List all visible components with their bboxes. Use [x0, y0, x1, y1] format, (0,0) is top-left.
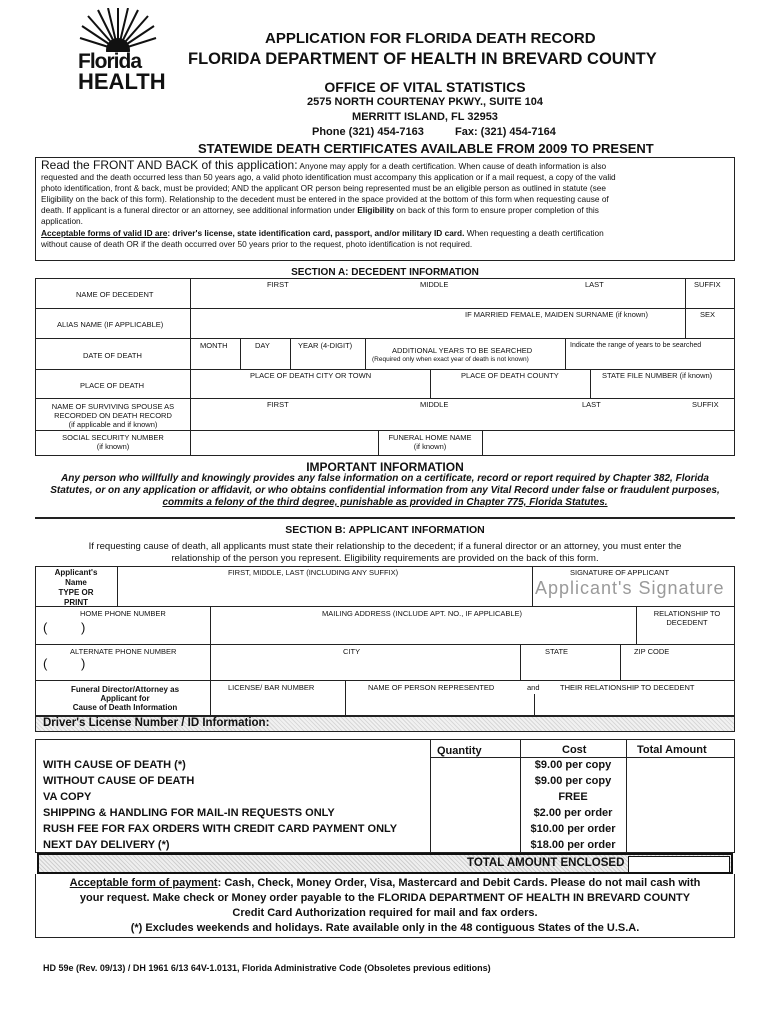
- fee-total-field[interactable]: [627, 758, 734, 773]
- funeral-home-label: FUNERAL HOME NAME (if known): [388, 433, 472, 451]
- alt-phone-paren-close: ): [81, 656, 86, 671]
- alias-field[interactable]: [191, 320, 681, 337]
- intro-text: Read the FRONT AND BACK of this application: Anyone may apply for a death certification. When cause of death information is also requested and the death occurred less than 50 years ago, a valid photo identification must accompany this application or if a mail request, a copy of the valid photo identification, front & back, must be provided; AND the applicant OR person being represented must be an eligible person as outlined in statute (see Eligibility on the back of this form). Relationship to the decedent must be entered in the space provided at the bottom of this form when requesting cause of death. If applicant is a funeral director or an attorney, see additional information under Eligibility on back of this form to ensure proper completion of this application. Acceptable forms of valid ID are: driver's license, state identification card, passport, and/or military ID card. When requesting a death certification without cause of death OR if the death occurred over 50 years prior to the request, photo identification is not required.: [41, 158, 616, 249]
- office-title: OFFICE OF VITAL STATISTICS: [324, 79, 526, 95]
- state-file-field[interactable]: [591, 381, 734, 397]
- decedent-suffix-field[interactable]: [686, 290, 734, 307]
- dl-info-label: Driver's License Number / ID Information:: [43, 717, 270, 729]
- state-field[interactable]: [521, 656, 618, 678]
- sex-label: SEX: [700, 310, 716, 319]
- zip-field[interactable]: [621, 656, 734, 678]
- alt-phone-field[interactable]: [90, 656, 208, 678]
- fee-item-label: RUSH FEE FOR FAX ORDERS WITH CREDIT CARD PAYMENT ONLY: [43, 823, 398, 835]
- form-title-2: FLORIDA DEPARTMENT OF HEALTH IN BREVARD COUNTY: [188, 50, 657, 68]
- fee-item-label: NEXT DAY DELIVERY (*): [43, 839, 170, 851]
- fee-item-label: WITH CAUSE OF DEATH (*): [43, 759, 186, 771]
- address-2: MERRITT ISLAND, FL 32953: [352, 111, 498, 123]
- person-represented-field[interactable]: [346, 693, 532, 715]
- sex-field[interactable]: [686, 320, 734, 337]
- fee-quantity-field[interactable]: [431, 790, 519, 805]
- signature-label: SIGNATURE OF APPLICANT: [570, 568, 670, 577]
- address-1: 2575 NORTH COURTENAY PKWY., SUITE 104: [307, 96, 543, 108]
- sunburst-icon: [78, 8, 158, 52]
- decedent-first-field[interactable]: [191, 290, 371, 307]
- alias-label: ALIAS NAME (IF APPLICABLE): [57, 320, 164, 329]
- fee-quantity-field[interactable]: [431, 806, 519, 821]
- date-of-death-label: DATE OF DEATH: [83, 351, 142, 360]
- important-text: Any person who willfully and knowingly provides any false information on a certificate, record or report required by Chapter 382, Florida Statutes, or on any application or affidavit, or who obtains confidential information from any Vital Record under false or fraudulent purposes, commits a felony of the third degree, punishable as provided in Chapter 775, Florida Statutes.: [50, 473, 720, 508]
- home-phone-paren-close: ): [81, 620, 86, 635]
- relationship-label: RELATIONSHIP TO DECEDENT: [653, 609, 721, 627]
- decedent-middle-field[interactable]: [380, 290, 530, 307]
- range-note: Indicate the range of years to be searched: [570, 342, 702, 349]
- license-field[interactable]: [211, 693, 344, 715]
- fees-header-cost: Cost: [562, 744, 587, 756]
- fee-total-field[interactable]: [627, 838, 734, 853]
- spouse-name-field[interactable]: [191, 410, 734, 429]
- name-of-decedent-label: NAME OF DECEDENT: [76, 290, 154, 299]
- place-of-death-label: PLACE OF DEATH: [80, 381, 145, 390]
- home-phone-paren-open: (: [43, 620, 48, 635]
- fee-quantity-field[interactable]: [431, 822, 519, 837]
- alt-phone-label: ALTERNATE PHONE NUMBER: [70, 647, 177, 656]
- total-enclosed-label: TOTAL AMOUNT ENCLOSED: [467, 857, 625, 869]
- fee-total-field[interactable]: [627, 774, 734, 789]
- fee-total-field[interactable]: [627, 822, 734, 837]
- city-label: CITY: [343, 647, 361, 656]
- phone: Phone (321) 454-7163: [312, 126, 424, 138]
- fee-cost-label: $18.00 per order: [530, 839, 616, 851]
- applicant-signature-field[interactable]: Applicant's Signature: [535, 578, 725, 598]
- fee-cost-label: $10.00 per order: [530, 823, 616, 835]
- place-county-label: PLACE OF DEATH COUNTY: [461, 371, 559, 380]
- fee-cost-label: FREE: [558, 791, 588, 803]
- years-range-field[interactable]: [566, 351, 734, 368]
- mailing-address-field[interactable]: [211, 620, 634, 642]
- funeral-home-field[interactable]: [483, 432, 733, 454]
- dl-info-field[interactable]: [275, 717, 730, 731]
- fee-item-label: SHIPPING & HANDLING FOR MAIL-IN REQUESTS ONLY: [43, 807, 335, 819]
- middle-label: MIDDLE: [420, 280, 449, 289]
- additional-years-note: (Required only when exact year of death is not known): [372, 356, 529, 363]
- suffix-label: SUFFIX: [694, 280, 721, 289]
- state-file-label: STATE FILE NUMBER (if known): [602, 371, 713, 380]
- important-title: IMPORTANT INFORMATION: [306, 460, 464, 474]
- spouse-last-label: LAST: [582, 400, 601, 409]
- their-relationship-field[interactable]: [536, 693, 734, 715]
- first-label: FIRST: [267, 280, 289, 289]
- fees-header-total: Total Amount: [637, 744, 707, 756]
- fee-quantity-field[interactable]: [431, 774, 519, 789]
- fee-total-field[interactable]: [627, 806, 734, 821]
- logo-text-health: HEALTH: [78, 69, 166, 94]
- spouse-middle-label: MIDDLE: [420, 400, 449, 409]
- section-b-title: SECTION B: APPLICANT INFORMATION: [285, 524, 485, 536]
- fee-quantity-field[interactable]: [431, 838, 519, 853]
- spouse-suffix-label: SUFFIX: [692, 400, 719, 409]
- intro-lead: Read the FRONT AND BACK of this application:: [41, 158, 298, 172]
- city-field[interactable]: [211, 656, 518, 678]
- year-label: YEAR (4-DIGIT): [298, 341, 353, 350]
- fee-quantity-field[interactable]: [431, 758, 519, 773]
- month-label: MONTH: [200, 341, 228, 350]
- fee-item-label: WITHOUT CAUSE OF DEATH: [43, 775, 195, 787]
- day-label: DAY: [255, 341, 270, 350]
- place-city-label: PLACE OF DEATH CITY OR TOWN: [250, 371, 372, 380]
- zip-label: ZIP CODE: [634, 647, 670, 656]
- fee-cost-label: $9.00 per copy: [534, 775, 612, 787]
- available-years: STATEWIDE DEATH CERTIFICATES AVAILABLE FROM 2009 TO PRESENT: [198, 141, 654, 156]
- person-represented-label: NAME OF PERSON REPRESENTED: [368, 683, 495, 692]
- decedent-last-field[interactable]: [540, 290, 680, 307]
- spouse-label: NAME OF SURVIVING SPOUSE AS RECORDED ON DEATH RECORD (if applicable and if known): [51, 402, 175, 429]
- payment-text: Acceptable form of payment: Cash, Check, Money Order, Visa, Mastercard and Debit Cards. Please do not mail cash with your request. Make check or Money order payable to the FLORIDA DEPARTMENT OF HEALTH IN BREVARD COUNTY Credit Card Authorization required for mail and fax orders. (*) Excludes weekends and holidays. Rate available only in the 48 contiguous States of the U.S.A.: [69, 877, 701, 934]
- ssn-label: SOCIAL SECURITY NUMBER (if known): [62, 433, 164, 451]
- name-fields-label: FIRST, MIDDLE, LAST (INCLUDING ANY SUFFIX): [228, 568, 399, 577]
- place-county-field[interactable]: [431, 381, 587, 397]
- form-title-1: APPLICATION FOR FLORIDA DEATH RECORD: [265, 30, 596, 47]
- state-label: STATE: [545, 647, 569, 656]
- death-day-field[interactable]: [241, 351, 289, 368]
- logo-text-florida: Florida: [78, 50, 142, 73]
- applicant-name-label: Applicant's Name TYPE OR PRINT: [54, 568, 98, 607]
- relationship-field[interactable]: [637, 630, 734, 643]
- form-id: HD 59e (Rev. 09/13) / DH 1961 6/13 64V-1.0131, Florida Administrative Code (Obsoletes previous editions): [43, 963, 491, 973]
- applicant-name-field[interactable]: [118, 578, 530, 605]
- their-relationship-label: THEIR RELATIONSHIP TO DECEDENT: [560, 683, 695, 692]
- home-phone-label: HOME PHONE NUMBER: [80, 609, 166, 618]
- home-phone-field[interactable]: [90, 620, 208, 642]
- funeral-director-label: Funeral Director/Attorney as Applicant for Cause of Death Information: [70, 685, 180, 712]
- license-label: LICENSE/ BAR NUMBER: [228, 683, 315, 692]
- ssn-field[interactable]: [191, 432, 377, 454]
- death-year-field[interactable]: [291, 351, 364, 368]
- section-b-note: If requesting cause of death, all applicants must state their relationship to the decedent; if a funeral director or an attorney, you must enter the relationship of the person you represent. Eligibility requirements are provided on the back of this form.: [88, 541, 682, 564]
- fee-cost-label: $2.00 per order: [533, 807, 613, 819]
- fees-header-quantity: Quantity: [437, 745, 482, 757]
- spouse-first-label: FIRST: [267, 400, 289, 409]
- fee-cost-label: $9.00 per copy: [534, 759, 612, 771]
- death-month-field[interactable]: [191, 351, 239, 368]
- and-label: and: [527, 683, 540, 692]
- additional-years-label: ADDITIONAL YEARS TO BE SEARCHED: [392, 346, 533, 355]
- place-city-field[interactable]: [191, 381, 427, 397]
- total-enclosed-field[interactable]: [628, 856, 730, 873]
- mailing-label: MAILING ADDRESS (INCLUDE APT. NO., IF APPLICABLE): [322, 609, 523, 618]
- fee-total-field[interactable]: [627, 790, 734, 805]
- fee-item-label: VA COPY: [43, 791, 92, 803]
- alt-phone-paren-open: (: [43, 656, 48, 671]
- last-label: LAST: [585, 280, 604, 289]
- section-a-title: SECTION A: DECEDENT INFORMATION: [291, 267, 479, 278]
- fax: Fax: (321) 454-7164: [455, 126, 556, 138]
- maiden-label: IF MARRIED FEMALE, MAIDEN SURNAME (if known): [465, 310, 648, 319]
